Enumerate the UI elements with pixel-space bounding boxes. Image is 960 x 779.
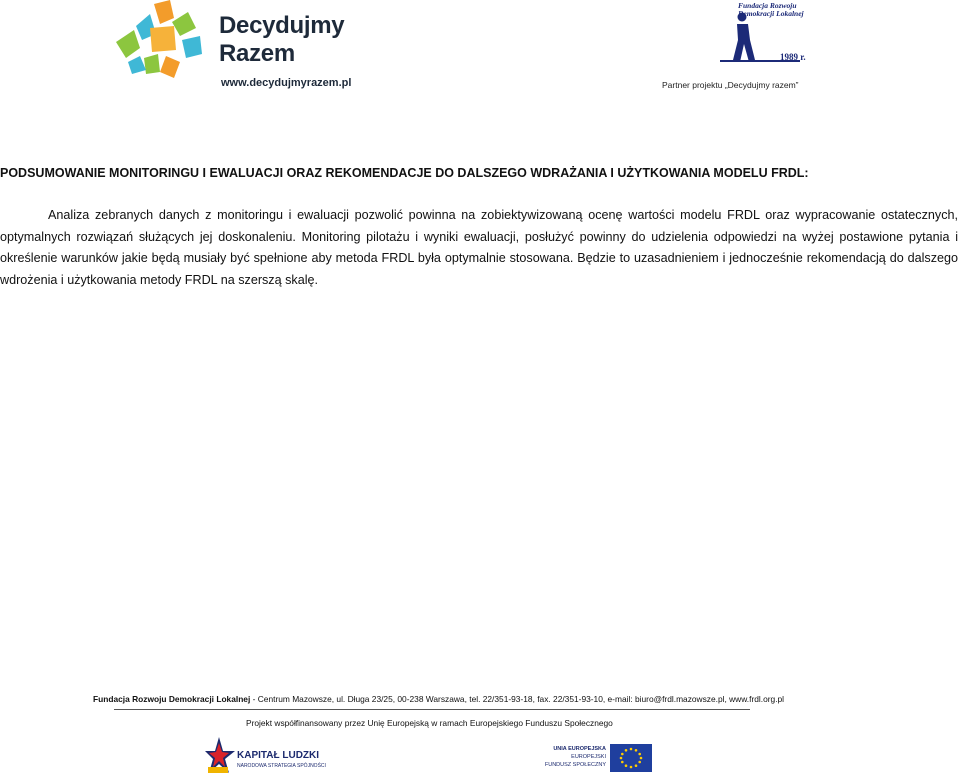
decydujmy-razem-emblem bbox=[116, 0, 216, 80]
eu-line-2: EUROPEJSKI bbox=[571, 754, 606, 760]
cofinancing-note: Projekt współfinansowany przez Unię Europejską w ramach Europejskiego Funduszu Społecznego bbox=[246, 718, 613, 728]
eu-line-3: FUNDUSZ SPOŁECZNY bbox=[544, 762, 606, 768]
frdl-logo bbox=[660, 0, 820, 92]
frdl-name: Fundacja Rozwoju Demokracji Lokalnej bbox=[738, 1, 804, 18]
logo-text-decydujmy: Decydujmy bbox=[219, 12, 345, 39]
document-title: PODSUMOWANIE MONITORINGU I EWALUACJI ORAZ REKOMENDACJE DO DALSZEGO WDRAŻANIA I UŻYTKOWANIA MODELU FRDL: bbox=[0, 166, 809, 180]
kapital-ludzki-subtitle: NARODOWA STRATEGIA SPÓJNOŚCI bbox=[237, 763, 326, 769]
logo-url: www.decydujmyrazem.pl bbox=[221, 77, 352, 89]
kapital-ludzki-logo bbox=[205, 737, 345, 777]
decydujmy-razem-logo bbox=[116, 0, 356, 92]
walking-figure-icon bbox=[728, 12, 764, 64]
eu-flag-icon bbox=[610, 744, 652, 772]
partner-caption: Partner projektu „Decydujmy razem” bbox=[662, 80, 799, 90]
document-body: Analiza zebranych danych z monitoringu i ewaluacji pozwolić powinna na zobiektywizowaną ocenę wartości modelu FRDL oraz wypracowanie ostatecznych, optymalnych rozwiązań służących jej doskonaleniu. Monitoring pilotażu i wyniki ewaluacji, posłużyć powinny do udzielenia odpowiedzi na wyżej postawione pytania i określenie warunków jakie będą musiały być spełnione aby metoda FRDL była optymalnie stosowana. Będzie to uzasadnieniem i jednocześnie rekomendacją do dalszego wdrożenia i użytkowania metody FRDL na szerszą skalę. bbox=[0, 208, 958, 287]
footer-org-name: Fundacja Rozwoju Demokracji Lokalnej bbox=[93, 694, 251, 704]
footer-contact bbox=[93, 694, 793, 704]
eu-line-1: UNIA EUROPEJSKA bbox=[553, 746, 606, 752]
footer-divider bbox=[114, 709, 750, 710]
eu-social-fund-logo bbox=[544, 742, 656, 776]
logo-text-razem: Razem bbox=[219, 40, 295, 67]
kapital-ludzki-title: KAPITAŁ LUDZKI bbox=[237, 750, 320, 761]
footer-address: - Centrum Mazowsze, ul. Długa 23/25, 00-238 Warszawa, tel. 22/351-93-18, fax. 22/351-93-10, e-mail: biuro@frdl.mazowsze.pl, www.frdl.org.pl bbox=[250, 694, 785, 704]
kapital-ludzki-emblem bbox=[205, 737, 235, 777]
frdl-year: 1989 r. bbox=[780, 52, 806, 62]
